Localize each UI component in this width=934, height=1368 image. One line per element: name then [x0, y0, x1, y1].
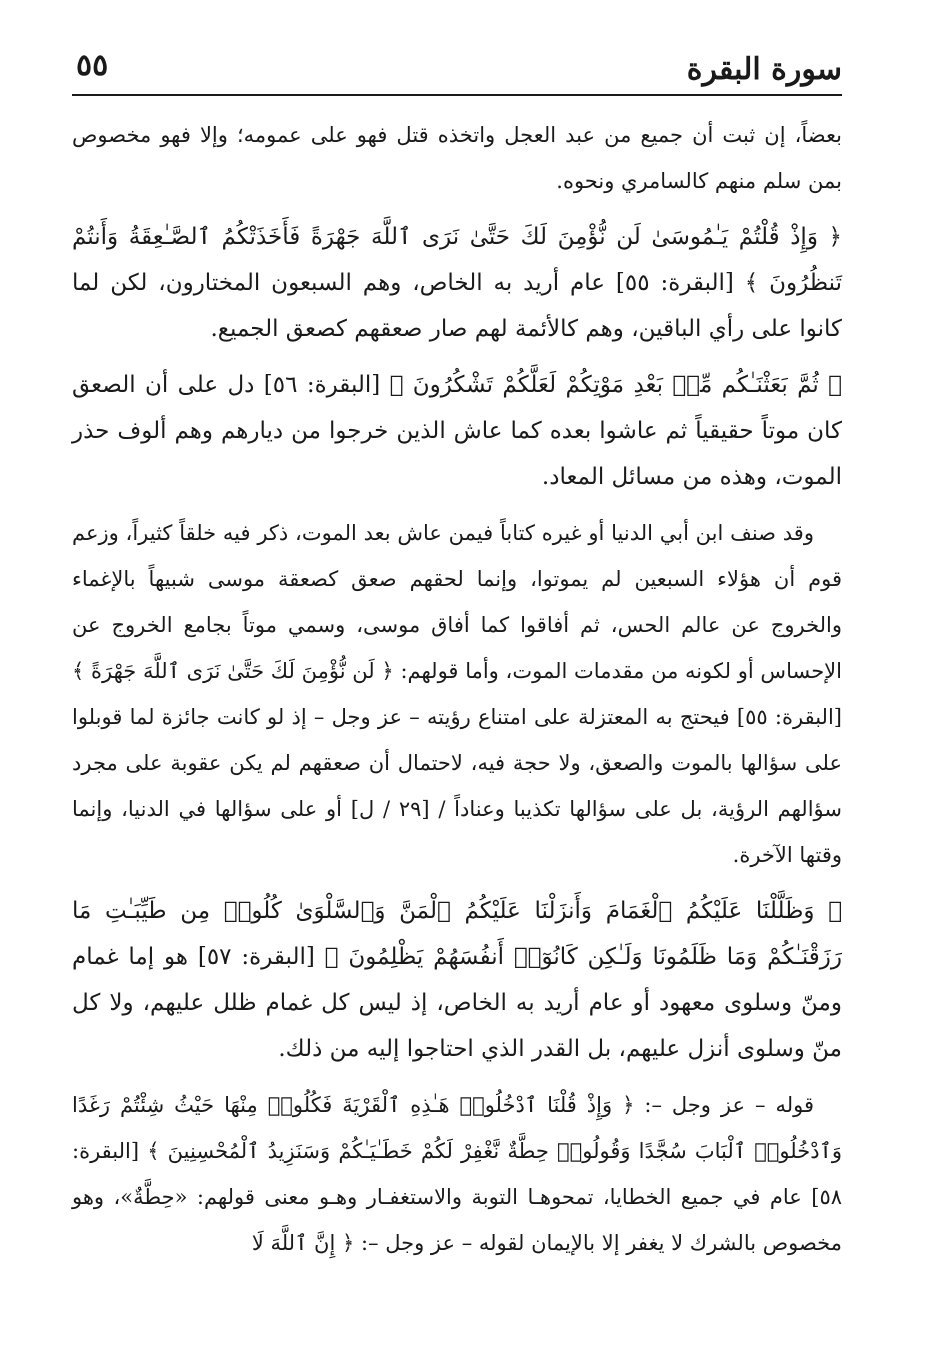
paragraph-verse-57: ﴿ وَظَلَّلْنَا عَلَيْكُمُ ٱلْغَمَامَ وَأَنزَلْنَا عَلَيْكُمُ ٱلْمَنَّ وَٱلسَّلْوَىٰ كُلُوا۟ مِن طَيِّبَـٰتِ مَا رَزَقْنَـٰكُمْ وَمَا ظَلَمُونَا وَلَـٰكِن كَانُوٓا۟ أَنفُسَهُمْ يَظْلِمُونَ ﴾ [البقرة: ٥٧] هو إما غمام ومنّ وسلوى معهود أو عام أريد به الخاص، إذ ليس كل غمام ظلل عليهم، ولا كل منّ وسلوى أنزل عليهم، بل القدر الذي احتاجوا إليه من ذلك.: [72, 898, 842, 1062]
page-number: ٥٥: [76, 48, 109, 83]
page-header: [72, 44, 842, 96]
sura-title: سورة البقرة: [686, 52, 842, 87]
paragraph-continuation: بعضاً، إن ثبت أن جميع من عبد العجل واتخذه قتل فهو على عمومه؛ وإلا فهو مخصوص بمن سلم منهم كالسامري ونحوه.: [72, 123, 842, 193]
page-body: [72, 112, 842, 1276]
paragraph-verse-56: ﴿ ثُمَّ بَعَثْنَـٰكُم مِّنۢ بَعْدِ مَوْتِكُمْ لَعَلَّكُمْ تَشْكُرُونَ ﴾ [البقرة: ٥٦] دل على أن الصعق كان موتاً حقيقياً ثم عاشوا بعده كما عاش الذين خرجوا من ديارهم وهم ألوف حذر الموت، وهذه من مسائل المعاد.: [72, 372, 842, 490]
paragraph-commentary: وقد صنف ابن أبي الدنيا أو غيره كتاباً فيمن عاش بعد الموت، ذكر فيه خلقاً كثيراً، وزعم قوم أن هؤلاء السبعين لم يموتوا، وإنما لحقهم صعق كصعقة موسى شبيهاً بالإغماء والخروج عن عالم الحس، ثم أفاقوا كما أفاق موسى، وسمي موتاً بجامع الخروج عن الإحساس أو لكونه من مقدمات الموت، وأما قولهم: ﴿ لَن نُّؤْمِنَ لَكَ حَتَّىٰ نَرَى ٱللَّهَ جَهْرَةً ﴾ [البقرة: ٥٥] فيحتج به المعتزلة على امتناع رؤيته – عز وجل – إذ لو كانت جائزة لما قوبلوا على سؤالها بالموت والصعق، ولا حجة فيه، لاحتمال أن صعقهم لم يكن عقوبة على مجرد سؤالهم الرؤية، بل على سؤالها تكذيبا وعناداً / [٢٩ / ل] أو على سؤالها في الدنيا، وإنما وقتها الآخرة.: [72, 521, 842, 867]
paragraph-verse-55: ﴿ وَإِذْ قُلْتُمْ يَـٰمُوسَىٰ لَن نُّؤْمِنَ لَكَ حَتَّىٰ نَرَى ٱللَّهَ جَهْرَةً فَأَخَذَتْكُمُ ٱلصَّـٰعِقَةُ وَأَنتُمْ تَنظُرُونَ ﴾ [البقرة: ٥٥] عام أريد به الخاص، وهم السبعون المختارون، لكن لما كانوا على رأي الباقين، وهم كالأئمة لهم صار صعقهم كصعق الجميع.: [72, 224, 843, 342]
paragraph-verse-58: قوله – عز وجل –: ﴿ وَإِذْ قُلْنَا ٱدْخُلُوا۟ هَـٰذِهِ ٱلْقَرْيَةَ فَكُلُوا۟ مِنْهَا حَيْثُ شِئْتُمْ رَغَدًا وَٱدْخُلُوا۟ ٱلْبَابَ سُجَّدًا وَقُولُوا۟ حِطَّةٌ نَّغْفِرْ لَكُمْ خَطَـٰيَـٰكُمْ وَسَنَزِيدُ ٱلْمُحْسِنِينَ ﴾ [البقرة: ٥٨] عام في جميع الخطايا، تمحوهـا التوبة والاستغفـار وهـو معنى قولهم: «حِطَّةٌ»، وهو مخصوص بالشرك لا يغفر إلا بالإيمان لقوله – عز وجل –: ﴿ إِنَّ ٱللَّهَ لَا: [72, 1093, 842, 1255]
